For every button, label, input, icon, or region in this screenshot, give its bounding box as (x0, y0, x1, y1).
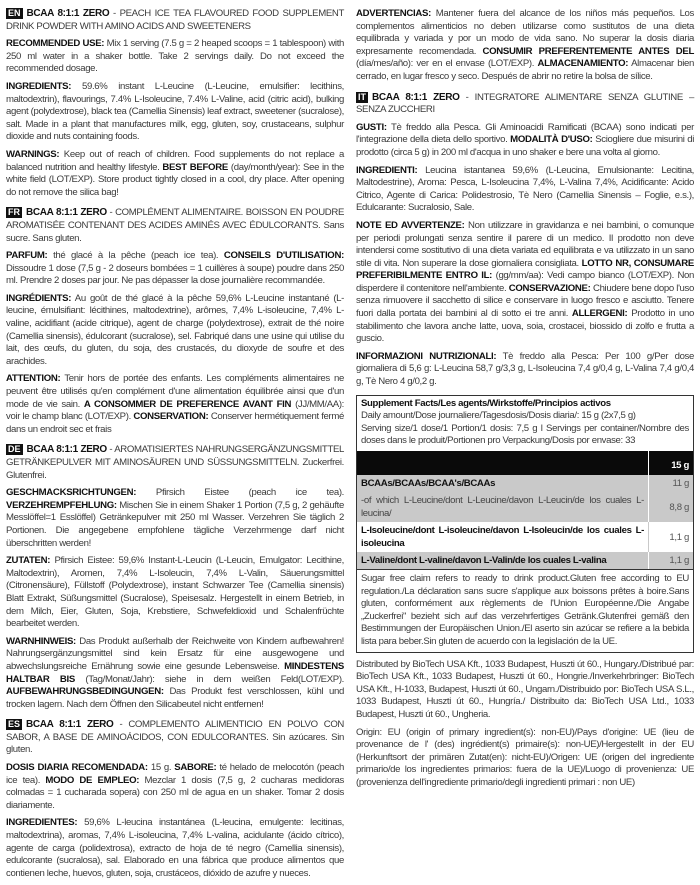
de-subtitle: AROMATISIERTES NAHRUNGSERGÄNZUNGSMITTEL GETRÄNKEPULVER MIT AMINOSÄUREN UND SÜSSUNGSMITTELN. (6, 444, 344, 468)
product-name: BCAA 8:1:1 ZERO (26, 719, 114, 731)
label: MINDESTENS HALTBAR BIS (6, 660, 344, 685)
lang-badge-it: IT (358, 91, 366, 102)
en-subtitle: PEACH ICE TEA FLAVOURED FOOD SUPPLEMENT DRINK POWDER WITH AMINO ACIDS AND SWEETENERS (6, 8, 344, 32)
label: NOTE ED AVVERTENZE: (356, 219, 465, 231)
lang-badge-en: EN (8, 8, 21, 18)
fr-parfum (6, 250, 344, 288)
text: thé glacé à la pêche (peach ice tea). (53, 250, 219, 262)
facts-serving-size: Serving size/1 dose/1 Portion/1 dosis: 7,5 g l Servings per container/Nombre des doses dans le produit/Portionen pro Verpackung/Dosis por envase: 33 (361, 422, 689, 447)
product-name: BCAA 8:1:1 ZERO (26, 8, 110, 19)
label: INGREDIENTS: (6, 80, 72, 92)
label: INGREDIENTI: (356, 164, 418, 176)
label: ATTENTION: (6, 373, 61, 385)
text: Mezclar 1 dosis (7,5 g, 2 cucharas medidoras colmadas = 1 cucharada sopera) con 250 ml de agua en un shaker. Tomar 2 dosis diariamente. (6, 774, 344, 811)
es-subtitle-tail: Sin azúcares. Sin gluten. (6, 731, 344, 756)
text: Mischen Sie in einem Shaker 1 Portion (7,5 g, 2 gehäufte Messlöffel=1 Esslöffel) Getränkepulver mit 250 ml Wasser. Verzehren Sie täglich 2 Portionen. Die angegebene empfohlene tägliche Verzehrmenge darf nicht überschritten werden! (6, 499, 344, 549)
it-subtitle: INTEGRATORE ALIMENTARE SENZA GLUTINE – SENZA ZUCCHERI (356, 91, 695, 116)
text: Mix 1 serving (7.5 g = 2 heaped scoops = 1 tablespoon) with 250 ml water in a shaker bottle. Take 2 servings daily. Do not exceed the recommended dosage. (6, 38, 345, 75)
es-subtitle: COMPLEMENTO ALIMENTICIO EN POLVO CON SABOR, A BASE DE AMINOÁCIDOS, CON EDULCORANTES. (6, 719, 345, 743)
lang-badge-fr: FR (8, 207, 20, 218)
label: AUFBEWAHRUNGSBEDINGUNGEN: (6, 686, 164, 698)
it-heading: IT BCAA 8:1:1 ZERO - INTEGRATORE ALIMENTARE SENZA GLUTINE – SENZA ZUCCHERI (356, 91, 695, 116)
label: ALMACENAMIENTO: (537, 58, 629, 70)
label: INGREDIENTES: (6, 817, 78, 829)
facts-daily-amount: Daily amount/Dose journaliere/Tagesdosis/Dosis diaria/: 15 g (2x7,5 g) (361, 410, 636, 422)
product-name: BCAA 8:1:1 ZERO (26, 444, 107, 456)
lang-badge-de: DE (8, 444, 21, 455)
text: té helado de melocotón (peach ice tea). (6, 762, 344, 786)
row-label: -of which L-Leucine/dont L-Leucine/davon L-Leucin/de los cuales L-leucina/ (357, 492, 649, 522)
text: Das Produkt außerhalb der Reichweite von Kindern aufbewahren! Nahrungsergänzungsmittel sind kein Ersatz für eine ausgewogene und abwechslungsreiche Ernährung sowie eine gesunde Lebensweise. (6, 635, 344, 672)
facts-header (357, 396, 693, 451)
text: 59.6% instant L-Leucine (L-Leucine, emulsifier: lecithins, maltodextrin), flavourings, 7.4% L-Isoleucine, 7.4% L-Valine, acid (citric acid), bulking agent (polydextrose), black tea (Camellia Sinensis) leaf extract, sweetener (sucralose), salt. Made in a plant that manufactures milk, egg, gluten, soy, crustaceans, sulphur dioxide and nuts containing foods. (6, 80, 344, 143)
es-dosis (6, 762, 344, 812)
label: ZUTATEN: (6, 555, 51, 567)
es-ingredientes (6, 817, 344, 880)
fr-subtitle-tail: Sans sucre. Sans gluten. (6, 219, 344, 244)
en-recommended-use (6, 38, 344, 76)
sugar-free-note: Sugar free claim refers to ready to drink product.Gluten free according to EU regulation./La déclaration sans sucre s'applique aux boissons prêtes à boire.Sans gluten, conformément aux règlements de l'Union Européenne./Die Angabe „Zuckerfrei" bezieht sich auf das verzehrfertiges Getränk.Glutenfrei gemäß den Bestimmungen der Europäischen Union./El aserto sin azúcar se refiere a la bebida lista para beber.Sin gluten de acuerdo con la legislación de la UE. (356, 570, 694, 653)
label: DOSIS DIARIA RECOMENDADA: (6, 762, 148, 774)
text: Almacenar bien cerrado, en lugar fresco y seco. Después de abrir no retire la bolsa de sílice. (356, 58, 694, 82)
text: Dissoudre 1 dose (7,5 g - 2 doseurs bombées = 1 cuillères à soupe) poudre dans 250 ml. Prendre 2 doses par jour. Ne pas dépasser la dose journalière recommandée. (6, 262, 344, 287)
right-column (356, 8, 694, 795)
table-row (357, 522, 693, 552)
origin-info: Origin: EU (origin of primary ingredient(s): non-EU)/Pays d'origine: UE (lieu de provenance de l' (des) ingrédient(s) primaire(s): non-UE)/Hergestellt in der EU (Herkunftsort der primären Zutat(en): nicht-EU)/Origen: UE (origen del ingrediente primario/de los ingredientes primarios: fuera de la UE)/Luogo di provenienza: UE (provenienza dell'ingrediente primario/degli ingredienti primari : non UE) (356, 726, 694, 788)
es-advertencias (356, 8, 694, 84)
en-heading: EN BCAA 8:1:1 ZERO - PEACH ICE TEA FLAVOURED FOOD SUPPLEMENT DRINK POWDER WITH AMINO ACIDS AND SWEETENERS (6, 8, 344, 32)
text: (day/month/year): See in the white field (LOT/EXP). Store product tightly closed in a cool, dry place. After opening do not remove the silica bag! (6, 161, 344, 198)
product-name: BCAA 8:1:1 ZERO (372, 91, 460, 103)
row-value: 1,1 g (649, 522, 694, 552)
table-row (357, 475, 693, 492)
es-heading: ES BCAA 8:1:1 ZERO - COMPLEMENTO ALIMENTICIO EN POLVO CON SABOR, A BASE DE AMINOÁCIDOS, CON EDULCORANTES. Sin azúcares. Sin gluten. (6, 719, 345, 756)
text: Prodotto in uno stabilimento che lavora anche latte, uova, soia, crostacei, biossido di zolfo e frutta a guscio. (356, 308, 694, 345)
label: MODALITÀ D'USO: (510, 134, 593, 146)
label: SABORE: (174, 762, 217, 774)
text: Das Produkt fest verschlossen, kühl und trocken lagern. Nach dem Öffnen den Silicabeutel nicht entfernen! (6, 686, 344, 710)
text: Pfirsich Eistee: 59,6% Instant-L-Leucin (L-Leucin, Emulgator: Lecithine, Maltodextrin), Aromen, 7,4% L-Isoleucin, 7,4% L-Valin, Säuerungsmittel (Citronensäure), Füllstoff (Polydextrose), instant Schwarzer Tee (Camellia sinensis) Blatt Extrakt, Süßungsmittel (Sucralose), Speisesalz. Hergestellt in einem Betrieb, in dem Milch, Eier, Gluten, Soja, Krebstiere, Schwefeldioxid und Schalenfrüchte bearbeitet werden. (6, 555, 344, 630)
lang-badge-es: ES (8, 719, 21, 730)
text: Mantener fuera del alcance de los niños más pequeños. Los complementos alimenticios no deben utilizarse como sustitutos de una dieta equilibrada y variada y por un modo de vida sano. No superar la dosis diaria expresamente recomendada. (356, 8, 694, 57)
text: Sciogliere due misurini di prodotto (circa 5 g) in 200 ml d'acqua in uno shaker e bere una volta al giorno. (356, 134, 694, 158)
product-name: BCAA 8:1:1 ZERO (26, 207, 107, 219)
label: A CONSOMMER DE PREFERENCE AVANT FIN (83, 398, 292, 410)
label: ALLERGENI: (571, 308, 628, 320)
label: GESCHMACKSRICHTUNGEN: (6, 487, 137, 499)
text: Tenir hors de portée des enfants. Les compléments alimentaires ne peuvent être utilisés qu'en complément d'une alimentation équilibrée ainsi que d'un mode de vie sain. (6, 373, 344, 410)
table-row (357, 492, 693, 522)
it-note (356, 220, 694, 346)
label: MODO DE EMPLEO: (45, 774, 140, 786)
it-ingredienti (356, 165, 694, 215)
text: 15 g. (150, 762, 172, 774)
label: CONSERVAZIONE: (508, 282, 591, 294)
en-ingredients (6, 81, 344, 144)
label: INGRÉDIENTS: (6, 292, 72, 304)
row-label: L-Valine/dont L-valine/davon L-Valin/de los cuales L-valina (357, 552, 649, 569)
label: GUSTI: (356, 121, 387, 133)
label: CONSEILS D'UTILISATION: (223, 250, 344, 262)
text: Chiudere bene dopo l'uso senza rimuovere il sacchetto di silice e conservare in luogo fresco e asciutto. Tenere fuori dalla portata dei bambini al di sotto ei tre anni. (356, 282, 694, 320)
row-value: 11 g (649, 475, 694, 492)
table-row (357, 552, 693, 569)
it-info (356, 351, 694, 389)
text: Pfirsich Eistee (peach ice tea). (155, 487, 344, 499)
fr-subtitle: COMPLÉMENT ALIMENTAIRE. BOISSON EN POUDRE AROMATISÉE CONTENANT DES ACIDES AMINÉS AVEC ÉDULCORANTS. (6, 207, 344, 231)
label: VERZEHREMPFEHLUNG: (6, 499, 117, 511)
it-gusti (356, 122, 694, 160)
label: BEST BEFORE (162, 161, 228, 173)
de-subtitle-tail: Zuckerfrei. Glutenfrei. (6, 457, 344, 481)
supplement-facts-box (356, 395, 694, 570)
label: ADVERTENCIAS: (356, 8, 431, 19)
facts-column-header-row (357, 451, 693, 475)
fr-ingredients (6, 293, 344, 369)
text: (gg/mm/aa): Vedi campo bianco (LOT/EXP). Non disperdere il contenitore nell'ambiente. (356, 270, 694, 294)
text: Non utilizzare in gravidanza e nei bambini, o comunque per periodi prolungati senza sentire il parere di un medico. Il prodotto non deve intendersi come sostitutivo di una dieta variata ed equilibrata e va utilizzato in un sano stile di vita. Non superare la dose giornaliera consigliata. (356, 219, 694, 269)
row-label: BCAAs/BCAAs/BCAA's/BCAAs (357, 475, 649, 492)
facts-table (357, 451, 693, 569)
left-column (6, 8, 344, 885)
text: 59,6% L-leucina instantánea (L-leucina, emulgente: lecitinas, maltodextrina), aromas, 7,4% L-isoleucina, 7,4% L-valina, acidulante (ácido cítrico), agente de carga (polidextrosa), extracto de hoja de té negro (Camellia sinensis), edulcorante (sucralosa), sal. Elaborado en una fábrica que produce alimentos que contienen leche, huevos, gluten, soja, crustáceos, dióxido de azufre y nueces. (6, 817, 344, 879)
text: Au goût de thé glacé à la pêche 59,6% L-Leucine instantané (L-leucine, émulsifiant: lécithines, maltodextrine), arômes, 7,4% L-isoleucine, 7,4% L-valine, acidifiant (acide citrique), agent de charge (polydextrose), extrait de thé noire (Camellia sinensis), édulcorant (sucralose), sel. Fabriqué dans une usine qui utilise du lait, des œufs, du gluten, du soja, des crustacés, du dioxyde de soufre et des arachides. (6, 292, 344, 367)
de-zutaten (6, 555, 344, 631)
text: Tè freddo alla Pesca: Per 100 g/Per dose giornaliera di 5,6 g: L-Leucina 58,7 g/3,3 g, L-Isoleucina 7,4 g/0,4 g, L-Valina 7,4 g/0,4 g, Tè Nero 4 g/0,2 g. (356, 350, 694, 388)
facts-title: Supplement Facts/Les agents/Wirkstoffe/Principios activos (361, 397, 611, 409)
fr-heading: FR BCAA 8:1:1 ZERO - COMPLÉMENT ALIMENTAIRE. BOISSON EN POUDRE AROMATISÉE CONTENANT DES ACIDES AMINÉS AVEC ÉDULCORANTS. Sans sucre. Sans gluten. (6, 207, 344, 244)
row-label: L-Isoleucine/dont L-isoleucine/davon L-Isoleucin/de los cuales L-isoleucina (357, 522, 649, 552)
de-geschmack (6, 487, 344, 550)
text: Conserver hermétiquement fermé dans un endroit sec et frais (6, 411, 344, 435)
label: WARNHINWEIS: (6, 635, 76, 647)
text: Tè freddo alla Pesca. Gli Aminoacidi Ramificati (BCAA) sono indicati per l'integrazione della dieta dello sportivo. (356, 121, 694, 146)
distributor-info: Distributed by BioTech USA Kft., 1033 Budapest, Huszti út 60., Hungary./Distribué par: BioTech USA Kft., 1033 Budapest, Huszti út 60., Hongrie./Inverkehrbringer: BioTech USA Kft., H-1033, Budapest, Huszti út 60., Ungarn./Distribuido por: BioTech USA S.L., 1033 Budapest, Huszti út 60., Hungría./ Distribuito da: BioTech USA Ltd., 1033 Budapest, Huszti út 60., Ungheria. (356, 658, 694, 720)
label: PARFUM: (6, 250, 48, 262)
text: (Tag/Monat/Jahr): siehe in dem weißen Feld(LOT/EXP). (85, 673, 344, 685)
label: WARNINGS: (6, 148, 60, 160)
label: LOTTO NR, CONSUMARE PREFERIBILMENTE ENTRO IL: (356, 257, 694, 282)
text: Keep out of reach of children. Food supplements do not replace a balanced nutrition and healthy lifestyle. (6, 148, 344, 173)
row-value: 1,1 g (649, 552, 694, 569)
row-value: 8,8 g (649, 492, 694, 522)
label: INFORMAZIONI NUTRIZIONALI: (356, 350, 497, 362)
text: (día/mes/año): ver en el envase (LOT/EXP). (356, 58, 535, 70)
facts-column-header: 15 g (649, 451, 694, 475)
de-heading: DE BCAA 8:1:1 ZERO - AROMATISIERTES NAHRUNGSERGÄNZUNGSMITTEL GETRÄNKEPULVER MIT AMINOSÄUREN UND SÜSSUNGSMITTELN. Zuckerfrei. Glutenfrei. (6, 444, 344, 481)
en-warnings (6, 149, 344, 199)
fr-attention (6, 373, 344, 436)
text: (JJ/MM/AA): voir le champ blanc (LOT/EXP). (6, 398, 344, 423)
label: CONSERVATION: (133, 411, 209, 423)
facts-header-blank (357, 451, 649, 475)
label: CONSUMIR PREFERENTEMENTE ANTES DEL (482, 45, 695, 57)
text: Leucina istantanea 59,6% (L-Leucina, Emulsionante: Lecitina, Maltodestrine), Aroma: Pesca, L-Isoleucina 7,4%, L-Valina 7,4%, Acidificante: Acido Citrico, Agente di Carica: Polidestrosio, Tè Nero (Camellia Sinensis – Foglie, e.s.), Edulcarante: Sucralosio, Sale. (356, 164, 694, 214)
label: RECOMMENDED USE: (6, 38, 105, 50)
